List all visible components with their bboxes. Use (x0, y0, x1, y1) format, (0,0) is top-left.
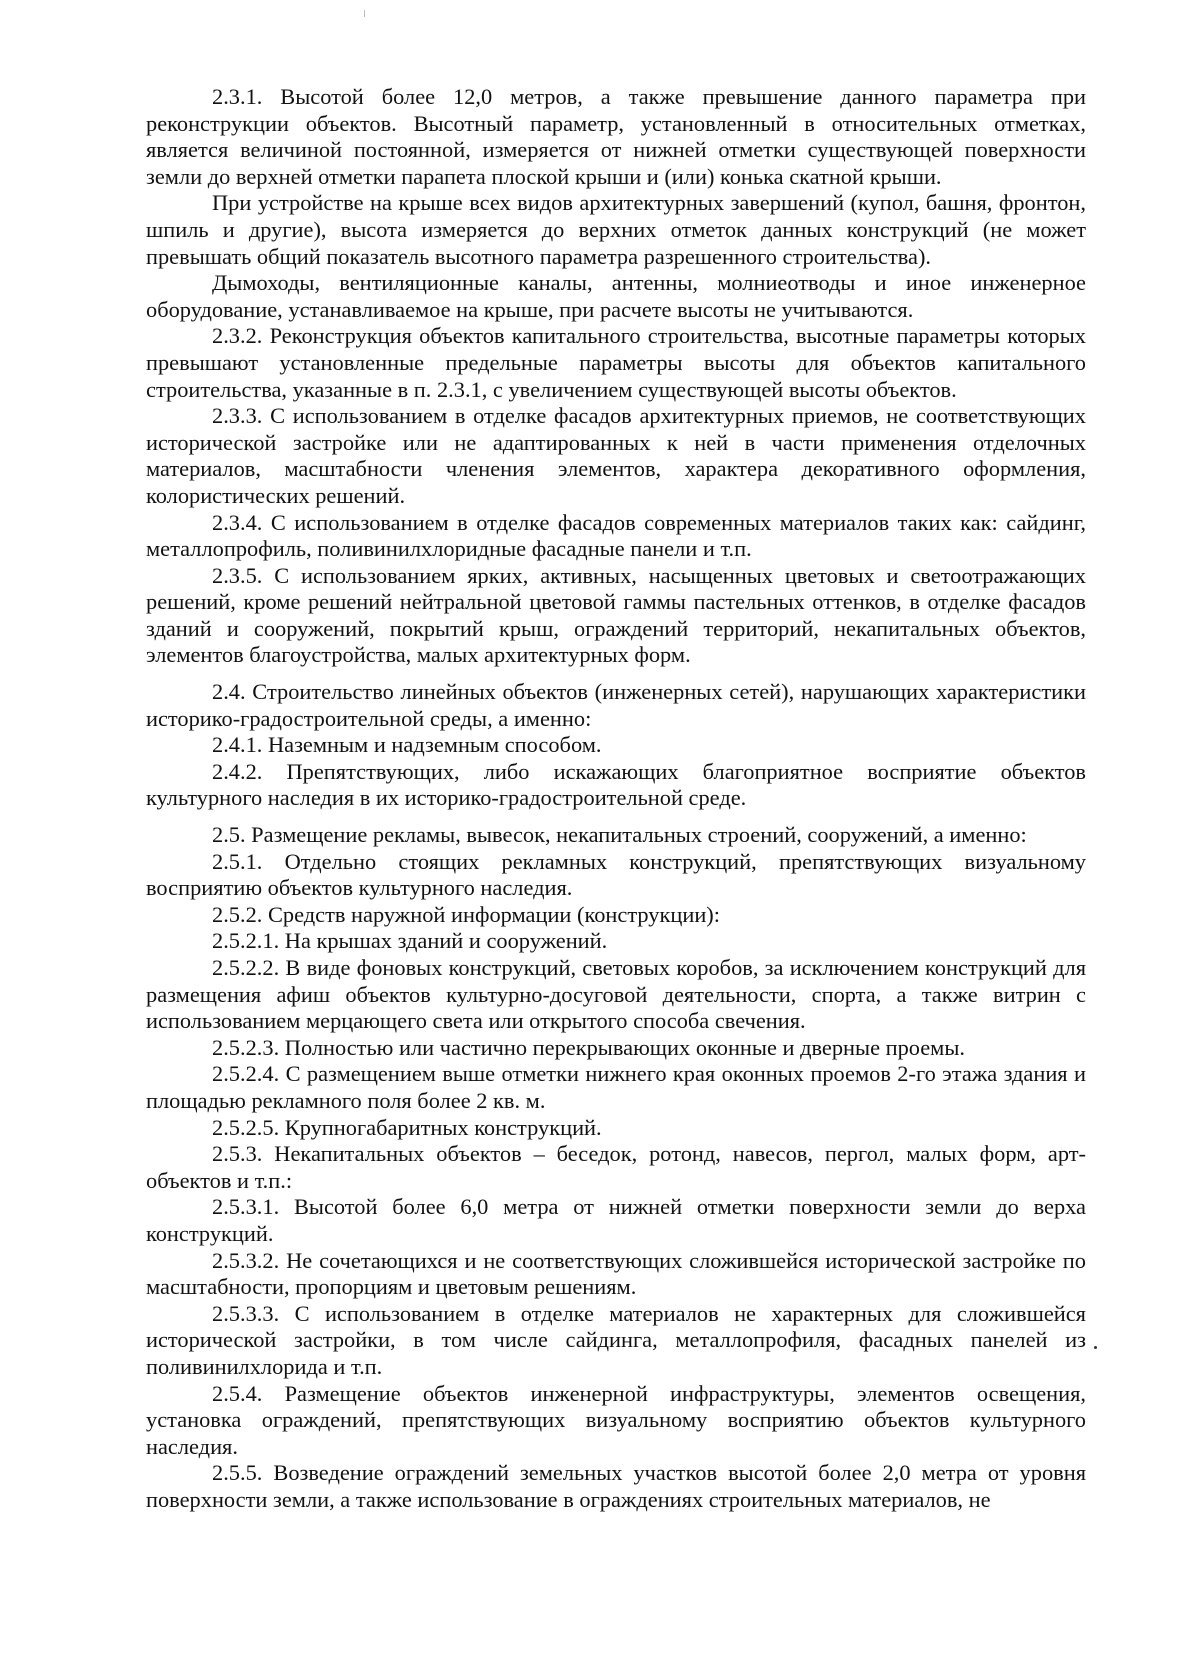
paragraph-2-3-3: 2.3.3. С использованием в отделке фасадов архитектурных приемов, не соответствующих исторической застройке или не адаптированных к ней в части применения отделочных материалов, масштабности членения элементов, характера декоративного оформления, колористических решений. (146, 403, 1086, 508)
paragraph-2-3-2: 2.3.2. Реконструкция объектов капитального строительства, высотные параметры которых превышают установленные предельные параметры высоты для объектов капитального строительства, указанные в п. 2.3.1, с увеличением существующей высоты объектов. (146, 323, 1086, 402)
paragraph-chimneys: Дымоходы, вентиляционные каналы, антенны, молниеотводы и иное инженерное оборудование, устанавливаемое на крыше, при расчете высоты не учитываются. (146, 270, 1086, 322)
paragraph-2-5: 2.5. Размещение рекламы, вывесок, некапитальных строений, сооружений, а именно: (212, 822, 1027, 848)
paragraph-2-4: 2.4. Строительство линейных объектов (инженерных сетей), нарушающих характеристики историко-градостроительной среды, а именно: (146, 679, 1086, 731)
paragraph-2-5-5: 2.5.5. Возведение ограждений земельных участков высотой более 2,0 метра от уровня поверхности земли, а также использование в ограждениях строительных материалов, не (146, 1460, 1086, 1512)
paragraph-2-5-2: 2.5.2. Средств наружной информации (конструкции): (212, 901, 720, 927)
paragraph-2-5-2-1: 2.5.2.1. На крышах зданий и сооружений. (212, 928, 608, 954)
paragraph-2-5-2-4: 2.5.2.4. С размещением выше отметки нижнего края оконных проемов 2-го этажа здания и площадью рекламного поля более 2 кв. м. (146, 1061, 1086, 1113)
paragraph-2-5-3: 2.5.3. Некапитальных объектов – беседок, ротонд, навесов, пергол, малых форм, арт-объектов и т.п.: (146, 1141, 1086, 1193)
paragraph-2-3-5: 2.3.5. С использованием ярких, активных, насыщенных цветовых и светоотражающих решений, кроме решений нейтральной цветовой гаммы пастельных оттенков, в отделке фасадов зданий и сооружений, покрытий крыш, ограждений территорий, некапитальных объектов, элементов благоустройства, малых архитектурных форм. (146, 562, 1086, 668)
paragraph-2-4-1: 2.4.1. Наземным и надземным способом. (212, 732, 602, 758)
paragraph-2-5-2-5: 2.5.2.5. Крупногабаритных конструкций. (212, 1114, 602, 1140)
document-body (146, 84, 1086, 1513)
paragraph-2-5-4: 2.5.4. Размещение объектов инженерной инфраструктуры, элементов освещения, установка ограждений, препятствующих визуальному восприятию объектов культурного наследия. (146, 1380, 1086, 1459)
paragraph-2-3-4: 2.3.4. С использованием в отделке фасадов современных материалов таких как: сайдинг, металлопрофиль, поливинилхлоридные фасадные панели и т.п. (146, 509, 1086, 562)
paragraph-2-5-2-3: 2.5.2.3. Полностью или частично перекрывающих оконные и дверные проемы. (212, 1034, 965, 1060)
paragraph-2-5-3-1: 2.5.3.1. Высотой более 6,0 метра от нижней отметки поверхности земли до верха конструкций. (146, 1194, 1086, 1246)
paragraph-2-5-3-2: 2.5.3.2. Не сочетающихся и не соответствующих сложившейся исторической застройке по масштабности, пропорциям и цветовым решениям. (146, 1247, 1086, 1300)
paragraph-2-5-1: 2.5.1. Отдельно стоящих рекламных конструкций, препятствующих визуальному восприятию объектов культурного наследия. (146, 848, 1086, 901)
paragraph-2-3-1: 2.3.1. Высотой более 12,0 метров, а также превышение данного параметра при реконструкции объектов. Высотный параметр, установленный в относительных отметках, является величиной постоянной, измеряется от нижней отметки существующей поверхности земли до верхней отметки парапета плоской крыши и (или) конька скатной крыши. (146, 84, 1086, 189)
scan-speck (1094, 1346, 1097, 1349)
paragraph-2-5-2-2: 2.5.2.2. В виде фоновых конструкций, световых коробов, за исключением конструкций для размещения афиш объектов культурно-досуговой деятельности, спорта, а также витрин с использованием мерцающего света или открытого способа свечения. (146, 955, 1086, 1034)
paragraph-roof-elements: При устройстве на крыше всех видов архитектурных завершений (купол, башня, фронтон, шпиль и другие), высота измеряется до верхних отметок данных конструкций (не может превышать общий показатель высотного параметра разрешенного строительства). (146, 190, 1086, 269)
paragraph-2-5-3-3: 2.5.3.3. С использованием в отделке материалов не характерных для сложившейся исторической застройки, в том числе сайдинга, металлопрофиля, фасадных панелей из поливинилхлорида и т.п. (146, 1300, 1086, 1379)
scan-mark (364, 10, 365, 17)
paragraph-2-4-2: 2.4.2. Препятствующих, либо искажающих благоприятное восприятие объектов культурного наследия в их историко-градостроительной среде. (146, 758, 1086, 811)
